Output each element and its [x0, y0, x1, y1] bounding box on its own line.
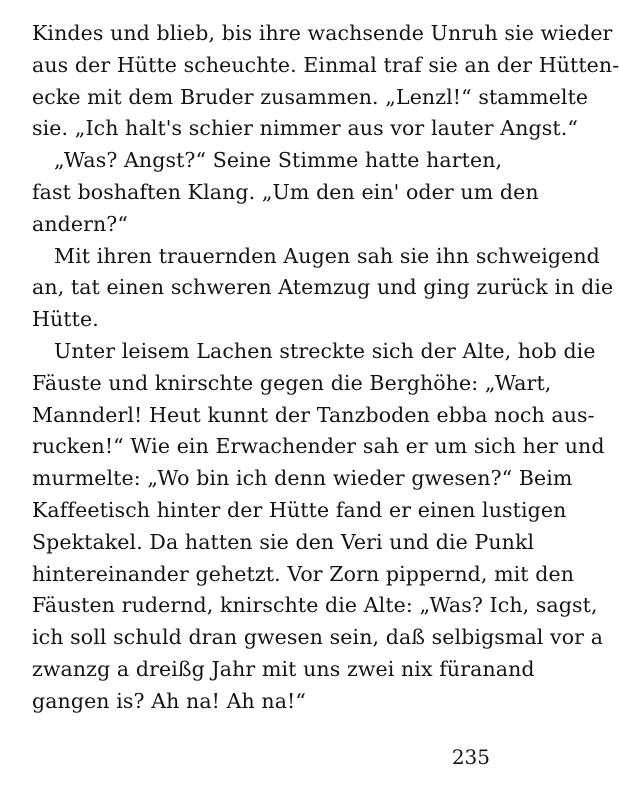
text-line-21: zwanzg a dreißg Jahr mit uns zwei nix füranand — [32, 656, 535, 681]
text-line-19: Fäusten rudernd, knirschte die Alte: „Was? Ich, sagst, — [32, 593, 598, 618]
text-line-17: Spektakel. Da hatten sie den Veri und die Punkl — [32, 529, 535, 554]
text-line-10: Hütte. — [32, 307, 99, 332]
text-line-8: Mit ihren trauernden Augen sah sie ihn schweigend — [54, 243, 600, 268]
text-line-22: gangen is? Ah na! Ah na!“ — [32, 688, 306, 713]
page-number: 235 — [451, 745, 490, 769]
text-line-1: Kindes und blieb, bis ihre wachsende Unruh sie wieder — [32, 21, 613, 45]
text-line-14: rucken!“ Wie ein Erwachender sah er um sich her und — [32, 434, 605, 459]
text-line-20: ich soll schuld dran gwesen sein, daß selbigsmal vor a — [32, 625, 604, 650]
text-line-13: Mannderl! Heut kunnt der Tanzboden ebba noch aus- — [32, 402, 595, 427]
text-line-2: aus der Hütte scheuchte. Einmal traf sie an der Hütten- — [32, 52, 619, 77]
text-line-9: an, tat einen schweren Atemzug und ging zurück in die — [32, 275, 614, 300]
text-line-15: murmelte: „Wo bin ich denn wieder gwesen?“ Beim — [32, 466, 573, 491]
body-text — [32, 18, 619, 718]
text-line-11: Unter leisem Lachen streckte sich der Alte, hob die — [54, 338, 596, 363]
text-line-12: Fäuste und knirschte gegen die Berghöhe: „Wart, — [32, 370, 552, 395]
text-line-6: fast boshaften Klang. „Um den ein' oder um den — [32, 179, 539, 204]
text-line-7: andern?“ — [32, 211, 128, 236]
text-line-4: sie. „Ich halt's schier nimmer aus vor lauter Angst.“ — [32, 116, 578, 141]
text-line-16: Kaffeetisch hinter der Hütte fand er einen lustigen — [32, 497, 567, 522]
text-line-5: „Was? Angst?“ Seine Stimme hatte harten, — [54, 148, 503, 173]
text-line-18: hintereinander gehetzt. Vor Zorn pippernd, mit den — [32, 561, 575, 586]
text-line-3: ecke mit dem Bruder zusammen. „Lenzl!“ stammelte — [32, 84, 589, 109]
